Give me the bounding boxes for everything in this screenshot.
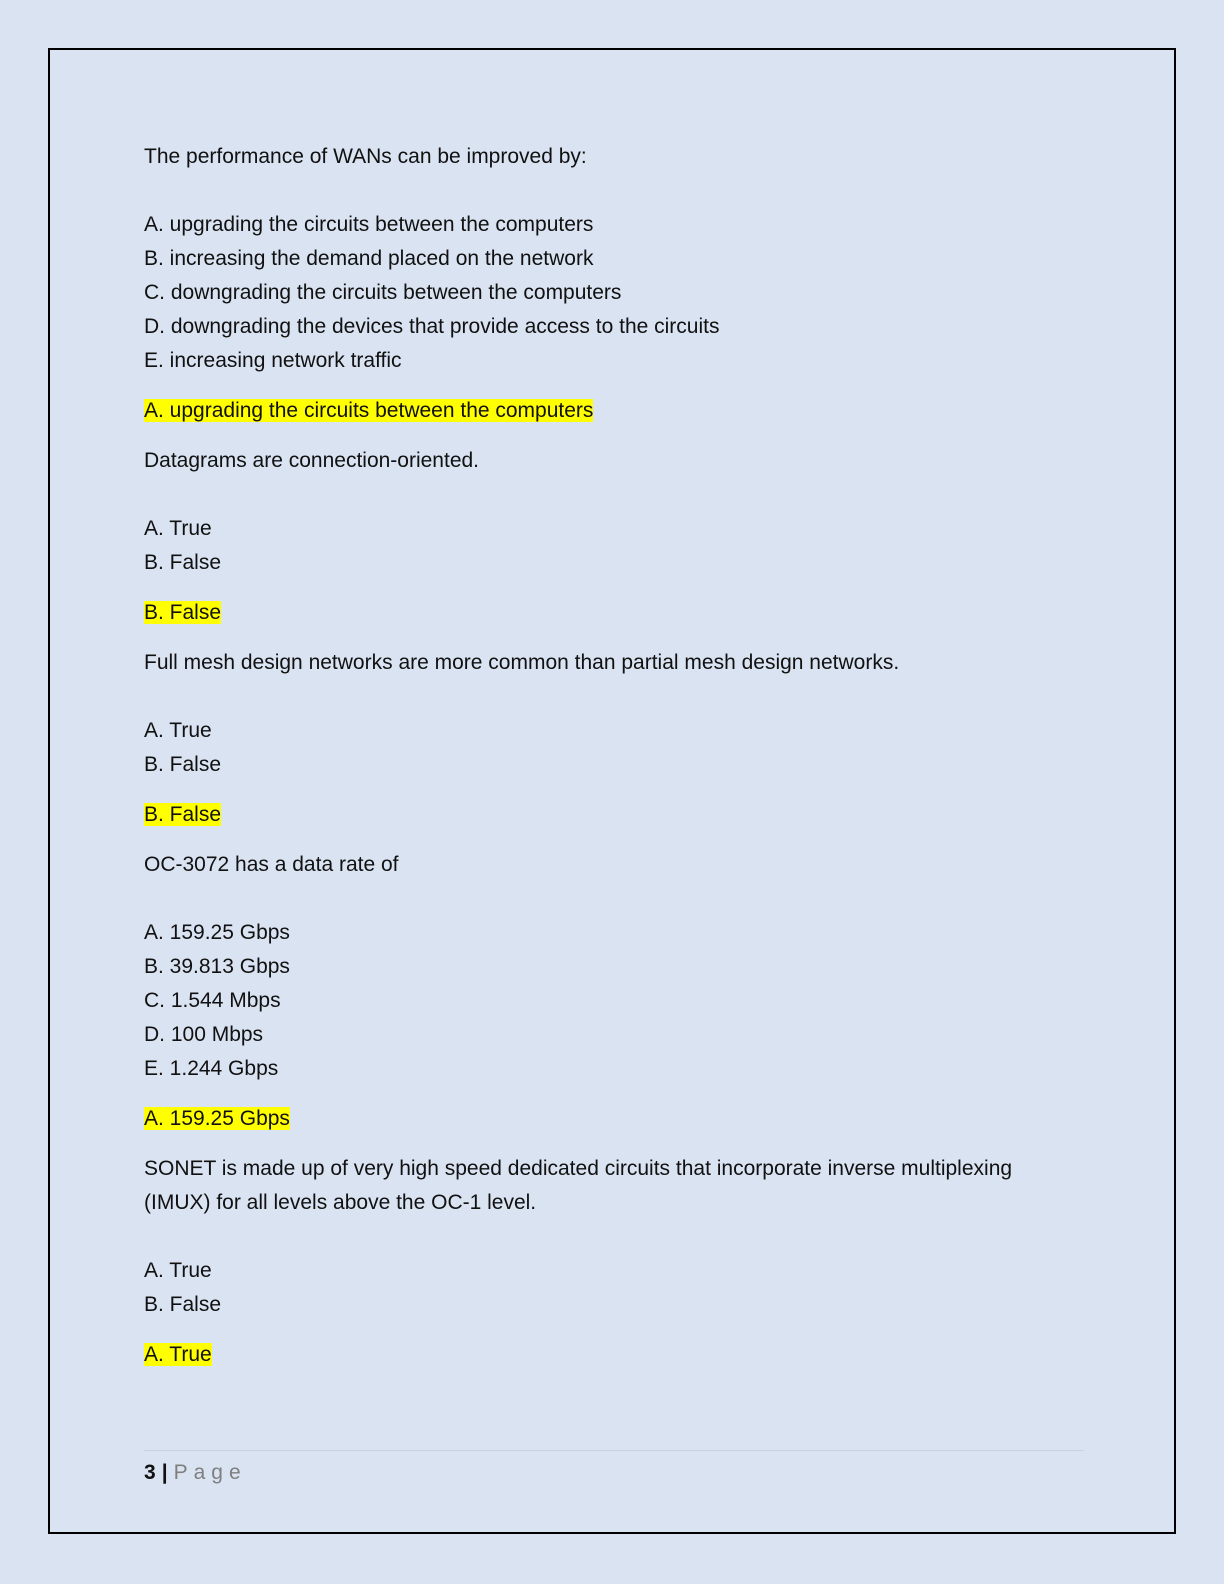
option: B. 39.813 Gbps: [144, 955, 290, 978]
answer-line: [144, 596, 1064, 630]
option: A. True: [144, 719, 212, 742]
option: C. downgrading the circuits between the computers: [144, 281, 622, 304]
options-list: [144, 916, 1064, 1086]
option: D. 100 Mbps: [144, 1023, 264, 1046]
option: B. False: [144, 1293, 222, 1316]
footer-separator: |: [161, 1461, 168, 1484]
option: C. 1.544 Mbps: [144, 989, 281, 1012]
question-block-1: [144, 140, 1064, 428]
answer-line: [144, 798, 1064, 832]
option: E. increasing network traffic: [144, 349, 402, 372]
answer-line: [144, 1338, 1064, 1372]
question-prompt: SONET is made up of very high speed dedicated circuits that incorporate inverse multiplexing (IMUX) for all levels above the OC-1 level.: [144, 1157, 1013, 1214]
footer-divider: [144, 1450, 1084, 1451]
option: A. upgrading the circuits between the computers: [144, 213, 594, 236]
option: A. True: [144, 1259, 212, 1282]
page-label: Page: [173, 1461, 247, 1484]
question-block-4: [144, 848, 1064, 1136]
question-prompt: The performance of WANs can be improved by:: [144, 145, 587, 168]
option: A. True: [144, 517, 212, 540]
option: B. False: [144, 551, 222, 574]
option: B. False: [144, 753, 222, 776]
option: B. increasing the demand placed on the network: [144, 247, 594, 270]
question-block-3: [144, 646, 1064, 832]
highlighted-answer: A. 159.25 Gbps: [144, 1107, 290, 1130]
highlighted-answer: B. False: [144, 803, 222, 826]
question-prompt: Full mesh design networks are more common than partial mesh design networks.: [144, 651, 900, 674]
highlighted-answer: A. True: [144, 1343, 212, 1366]
options-list: [144, 208, 1064, 378]
answer-line: [144, 394, 1064, 428]
options-list: [144, 1254, 1064, 1322]
option: E. 1.244 Gbps: [144, 1057, 279, 1080]
answer-line: [144, 1102, 1064, 1136]
page-footer: [144, 1458, 247, 1488]
question-block-2: [144, 444, 1064, 630]
question-block-5: [144, 1152, 1064, 1372]
option: D. downgrading the devices that provide access to the circuits: [144, 315, 720, 338]
page-number: 3: [144, 1461, 156, 1484]
document-content: [144, 140, 1064, 1388]
highlighted-answer: B. False: [144, 601, 222, 624]
question-prompt: Datagrams are connection-oriented.: [144, 449, 480, 472]
question-prompt: OC-3072 has a data rate of: [144, 853, 399, 876]
options-list: [144, 714, 1064, 782]
option: A. 159.25 Gbps: [144, 921, 290, 944]
options-list: [144, 512, 1064, 580]
highlighted-answer: A. upgrading the circuits between the computers: [144, 399, 594, 422]
